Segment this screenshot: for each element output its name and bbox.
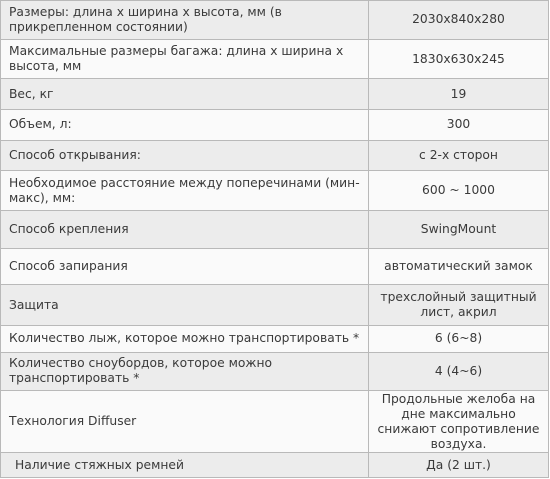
table-row — [1, 352, 549, 391]
table-row — [1, 79, 549, 110]
spec-value: 6 (6~8) — [369, 326, 549, 353]
table-row — [1, 39, 549, 79]
table-row — [1, 1, 549, 40]
spec-value: 19 — [369, 79, 549, 110]
spec-label: Способ крепления — [1, 210, 369, 248]
spec-label: Количество лыж, которое можно транспортировать * — [1, 326, 369, 353]
spec-label: Количество сноубордов, которое можно транспортировать * — [1, 352, 369, 391]
table-row — [1, 285, 549, 326]
table-row — [1, 140, 549, 171]
spec-value: Да (2 шт.) — [369, 453, 549, 478]
spec-label: Необходимое расстояние между поперечинами (мин-макс), мм: — [1, 171, 369, 211]
spec-label: Максимальные размеры багажа: длина х ширина х высота, мм — [1, 39, 369, 79]
table-row — [1, 210, 549, 248]
spec-label: Способ запирания — [1, 248, 369, 285]
spec-label: Способ открывания: — [1, 140, 369, 171]
spec-label: Технология Diffuser — [1, 391, 369, 453]
spec-label: Размеры: длина х ширина х высота, мм (в прикрепленном состоянии) — [1, 1, 369, 40]
spec-label: Защита — [1, 285, 369, 326]
spec-label: Наличие стяжных ремней — [1, 453, 369, 478]
spec-value: с 2-х сторон — [369, 140, 549, 171]
table-row — [1, 171, 549, 211]
spec-value: Продольные желоба на дне максимально снижают сопротивление воздуха. — [369, 391, 549, 453]
table-row — [1, 248, 549, 285]
spec-value: автоматический замок — [369, 248, 549, 285]
spec-value: 600 ~ 1000 — [369, 171, 549, 211]
spec-value: SwingMount — [369, 210, 549, 248]
spec-label: Вес, кг — [1, 79, 369, 110]
table-row — [1, 453, 549, 478]
table-row — [1, 391, 549, 453]
table-row — [1, 326, 549, 353]
table-row — [1, 110, 549, 141]
spec-value: 4 (4~6) — [369, 352, 549, 391]
spec-value: 1830x630x245 — [369, 39, 549, 79]
spec-value: 2030x840x280 — [369, 1, 549, 40]
spec-value: трехслойный защитный лист, акрил — [369, 285, 549, 326]
spec-value: 300 — [369, 110, 549, 141]
spec-label: Объем, л: — [1, 110, 369, 141]
